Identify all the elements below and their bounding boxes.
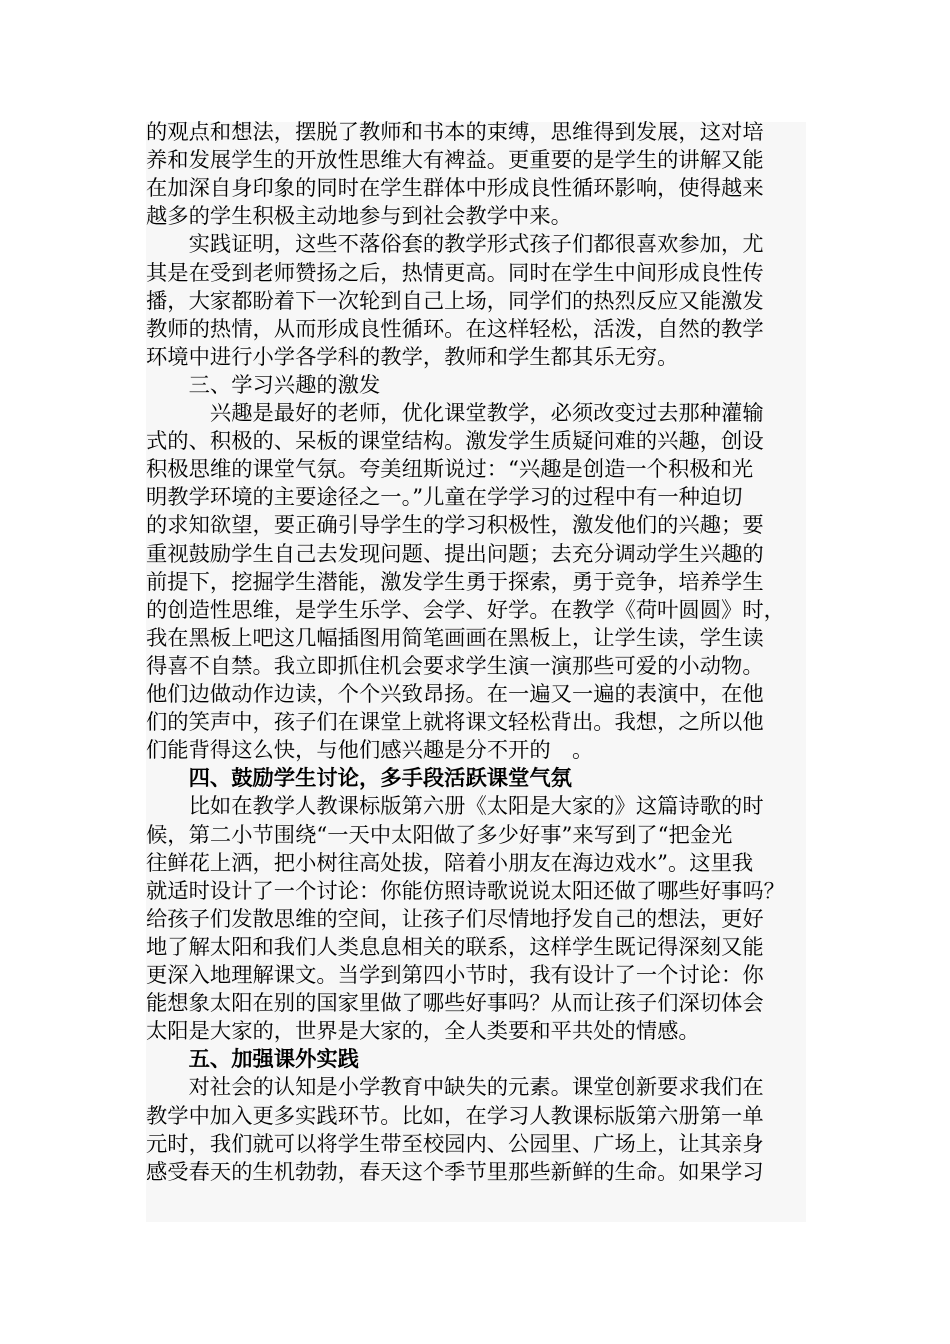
paragraph-line: 往鲜花上洒，把小树往高处拔，陪着小朋友在海边戏水”。这里我 xyxy=(146,850,754,876)
paragraph-line: 候，第二小节围绕“一天中太阳做了多少好事”来写到了“把金光 xyxy=(146,822,733,848)
paragraph-line: 重视鼓励学生自己去发现问题、提出问题；去充分调动学生兴趣的 xyxy=(146,541,764,567)
paragraph-line: 们的笑声中，孩子们在课堂上就将课文轻松背出。我想，之所以他 xyxy=(146,710,764,736)
paragraph-line: 式的、积极的、呆板的课堂结构。激发学生质疑问难的兴趣，创设 xyxy=(146,429,764,455)
paragraph-line: 对社会的认知是小学教育中缺失的元素。课堂创新要求我们在 xyxy=(146,1075,764,1101)
paragraph-line: 就适时设计了一个讨论：你能仿照诗歌说说太阳还做了哪些好事吗？ xyxy=(146,878,785,904)
paragraph-line: 明教学环境的主要途径之一。”儿童在学学习的过程中有一种迫切 xyxy=(146,485,743,511)
paragraph-line: 更深入地理解课文。当学到第四小节时，我有设计了一个讨论：你 xyxy=(146,963,764,988)
section-heading: 五、加强课外实践 xyxy=(146,1047,359,1073)
paragraph-line: 们能背得这么快，与他们感兴趣是分不开的 。 xyxy=(146,738,594,764)
section-heading: 四、鼓励学生讨论，多手段活跃课堂气氛 xyxy=(146,766,572,792)
paragraph-line: 养和发展学生的开放性思维大有裨益。更重要的是学生的讲解又能 xyxy=(146,148,764,174)
paragraph-line: 的观点和想法，摆脱了教师和书本的束缚，思维得到发展，这对培 xyxy=(146,120,764,145)
paragraph-line: 教学中加入更多实践环节。比如，在学习人教课标版第六册第一单 xyxy=(146,1103,764,1129)
paragraph-line: 的创造性思维，是学生乐学、会学、好学。在教学《荷叶圆圆》时， xyxy=(146,597,785,623)
paragraph-line: 太阳是大家的，世界是大家的，全人类要和平共处的情感。 xyxy=(146,1019,700,1045)
paragraph-line: 播，大家都盼着下一次轮到自己上场，同学们的热烈反应又能激发 xyxy=(146,288,764,314)
paragraph-line: 越多的学生积极主动地参与到社会教学中来。 xyxy=(146,204,572,230)
paragraph-line: 三、学习兴趣的激发 xyxy=(146,372,381,398)
document-body xyxy=(146,122,806,1222)
paragraph-line: 兴趣是最好的老师，优化课堂教学，必须改变过去那种灌输 xyxy=(146,401,764,426)
paragraph-line: 他们边做动作边读，个个兴致昂扬。在一遍又一遍的表演中，在他 xyxy=(146,682,764,707)
paragraph-line: 得喜不自禁。我立即抓住机会要求学生演一演那些可爱的小动物。 xyxy=(146,653,764,679)
paragraph-line: 给孩子们发散思维的空间，让孩子们尽情地抒发自己的想法，更好 xyxy=(146,906,764,932)
paragraph-line: 在加深自身印象的同时在学生群体中形成良性循环影响，使得越来 xyxy=(146,176,764,202)
paragraph-line: 地了解太阳和我们人类息息相关的联系，这样学生既记得深刻又能 xyxy=(146,934,764,960)
paragraph-line: 积极思维的课堂气氛。夸美纽斯说过：“兴趣是创造一个积极和光 xyxy=(146,457,754,483)
paragraph-line: 元时，我们就可以将学生带至校园内、公园里、广场上，让其亲身 xyxy=(146,1131,764,1157)
paragraph-line: 感受春天的生机勃勃，春天这个季节里那些新鲜的生命。如果学习 xyxy=(146,1159,764,1185)
paragraph-line: 前提下，挖掘学生潜能，激发学生勇于探索，勇于竞争，培养学生 xyxy=(146,569,764,595)
paragraph-line: 教师的热情，从而形成良性循环。在这样轻松，活泼，自然的教学 xyxy=(146,316,764,342)
paragraph-line: 的求知欲望，要正确引导学生的学习积极性，激发他们的兴趣；要 xyxy=(146,513,764,539)
paragraph-line: 我在黑板上吧这几幅插图用简笔画画在黑板上，让学生读，学生读 xyxy=(146,625,764,651)
paragraph-line: 实践证明，这些不落俗套的教学形式孩子们都很喜欢参加，尤 xyxy=(146,232,764,258)
paragraph-line: 其是在受到老师赞扬之后，热情更高。同时在学生中间形成良性传 xyxy=(146,260,764,286)
paragraph-line: 能想象太阳在别的国家里做了哪些好事吗？从而让孩子们深切体会 xyxy=(146,991,764,1017)
paragraph-line: 环境中进行小学各学科的教学，教师和学生都其乐无穷。 xyxy=(146,344,679,370)
paragraph-line: 比如在教学人教课标版第六册《太阳是大家的》这篇诗歌的时 xyxy=(146,794,764,820)
